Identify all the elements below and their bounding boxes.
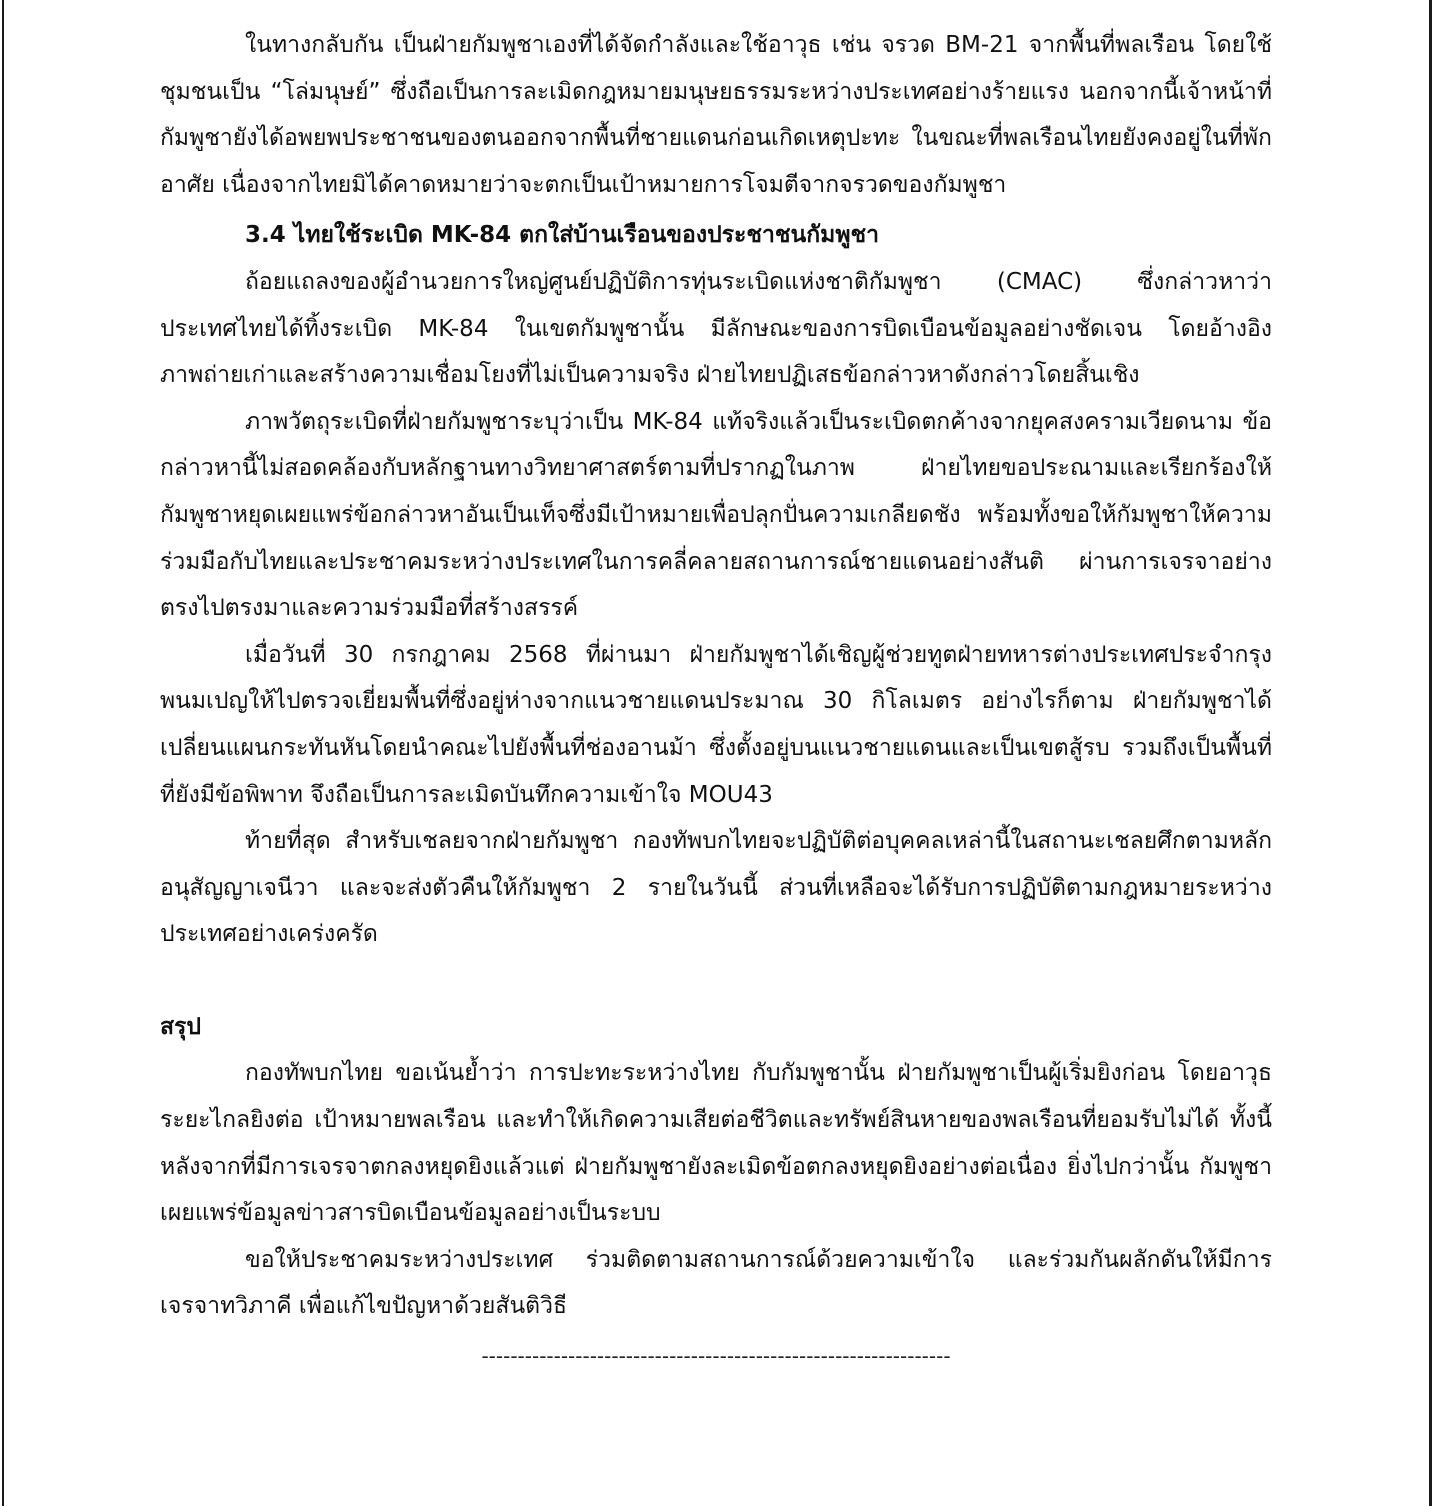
section-heading-mk84: 3.4 ไทยใช้ระเบิด MK-84 ตกใส่บ้านเรือนของประชาชนกัมพูชา: [245, 222, 880, 249]
summary-paragraph-first: กองทัพบกไทย ขอเน้นย้ำว่า การปะทะระหว่างไทย กับกัมพูชานั้น ฝ่ายกัมพูชาเป็นผู้เริ่มยิงก่อน โดยอาวุธระยะไกลยิงต่อ เป้าหมายพลเรือน และทำให้เกิดความเสียต่อชีวิตและทรัพย์สินหายของพลเรือนที่ยอมรับไม่ได้ ทั้งนี้ หลังจากที่มีการเจรจาตกลงหยุดยิงแล้วแต่ ฝ่ายกัมพูชายังละเมิดข้อตกลงหยุดยิงอย่างต่อเนื่อง ยิ่งไปกว่านั้น กัมพูชา เผยแพร่ข้อมูลข่าวสารบิดเบือนข้อมูลอย่างเป็นระบบ: [160, 1060, 1272, 1227]
section-spacer: [160, 958, 1272, 1004]
paragraph-military-attache-visit: เมื่อวันที่ 30 กรกฎาคม 2568 ที่ผ่านมา ฝ่ายกัมพูชาได้เชิญผู้ช่วยทูตฝ่ายทหารต่างประเทศประจำกรุงพนมเปญให้ไปตรวจเยี่ยมพื้นที่ซึ่งอยู่ห่างจากแนวชายแดนประมาณ 30 กิโลเมตร อย่างไรก็ตาม ฝ่ายกัมพูชาได้เปลี่ยนแผนกระทันหันโดยนำคณะไปยังพื้นที่ช่องอานม้า ซึ่งตั้งอยู่บนแนวชายแดนและเป็นเขตสู้รบ รวมถึงเป็นพื้นที่ที่ยังมีข้อพิพาท จึงถือเป็นการละเมิดบันทึกความเข้าใจ MOU43: [160, 641, 1272, 808]
document-body: [160, 22, 1272, 1376]
paragraph-prisoners-of-war: ท้ายที่สุด สำหรับเชลยจากฝ่ายกัมพูชา กองทัพบกไทยจะปฏิบัติต่อบุคคลเหล่านี้ในสถานะเชลยศึกตามหลักอนุสัญญาเจนีวา และจะส่งตัวคืนให้กัมพูชา 2 รายในวันนี้ ส่วนที่เหลือจะได้รับการปฏิบัติตามกฎหมายระหว่างประเทศอย่างเคร่งครัด: [160, 828, 1272, 948]
paragraph-cmac-statement: ถ้อยแถลงของผู้อำนวยการใหญ่ศูนย์ปฏิบัติการทุ่นระเบิดแห่งชาติกัมพูชา (CMAC) ซึ่งกล่าวหาว่าประเทศไทยได้ทิ้งระเบิด MK-84 ในเขตกัมพูชานั้น มีลักษณะของการบิดเบือนข้อมูลอย่างชัดเจน โดยอ้างอิงภาพถ่ายเก่าและสร้างความเชื่อมโยงที่ไม่เป็นความจริง ฝ่ายไทยปฏิเสธข้อกล่าวหาดังกล่าวโดยสิ้นเชิง: [160, 268, 1272, 389]
end-of-document-dashes: -----------------------------------------------------------------: [481, 1344, 951, 1369]
paragraph-human-shield: ในทางกลับกัน เป็นฝ่ายกัมพูชาเองที่ได้จัดกำลังและใช้อาวุธ เช่น จรวด BM-21 จากพื้นที่พลเรือน โดยใช้ชุมชนเป็น “โล่มนุษย์” ซึ่งถือเป็นการละเมิดกฎหมายมนุษยธรรมระหว่างประเทศอย่างร้ายแรง นอกจากนี้เจ้าหน้าที่กัมพูชายังได้อพยพประชาชนของตนออกจากพื้นที่ชายแดนก่อนเกิดเหตุปะทะ ในขณะที่พลเรือนไทยยังคงอยู่ในที่พักอาศัย เนื่องจากไทยมิได้คาดหมายว่าจะตกเป็นเป้าหมายการโจมตีจากจรวดของกัมพูชา: [160, 32, 1272, 198]
page-border-left: [2, 0, 4, 1506]
summary-paragraph-second: ขอให้ประชาคมระหว่างประเทศ ร่วมติดตามสถานการณ์ด้วยความเข้าใจ และร่วมกันผลักดันให้มีการเจรจาทวิภาคี เพื่อแก้ไขปัญหาด้วยสันติวิธี: [160, 1246, 1272, 1320]
summary-heading: สรุป: [160, 1013, 201, 1040]
paragraph-vietnam-war-bomb: ภาพวัตถุระเบิดที่ฝ่ายกัมพูชาระบุว่าเป็น MK-84 แท้จริงแล้วเป็นระเบิดตกค้างจากยุคสงครามเวียดนาม ข้อกล่าวหานี้ไม่สอดคล้องกับหลักฐานทางวิทยาศาสตร์ตามที่ปรากฏในภาพ ฝ่ายไทยขอประณามและเรียกร้องให้กัมพูชาหยุดเผยแพร่ข้อกล่าวหาอันเป็นเท็จซึ่งมีเป้าหมายเพื่อปลุกปั่นความเกลียดชัง พร้อมทั้งขอให้กัมพูชาให้ความร่วมมือกับไทยและประชาคมระหว่างประเทศในการคลี่คลายสถานการณ์ชายแดนอย่างสันติ ผ่านการเจรจาอย่างตรงไปตรงมาและความร่วมมือที่สร้างสรรค์: [160, 408, 1272, 622]
